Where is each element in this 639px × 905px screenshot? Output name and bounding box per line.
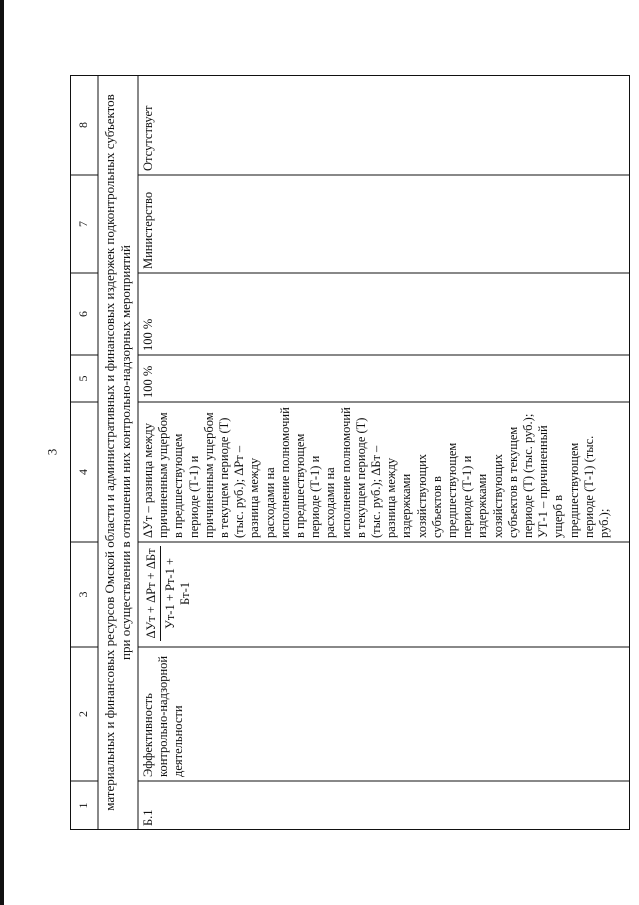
note: Отсутствует	[141, 105, 155, 171]
column-number-4: 4	[76, 469, 91, 475]
column-number-1: 1	[76, 802, 91, 809]
column-number-6: 6	[76, 311, 91, 317]
column-number-8: 8	[76, 122, 91, 128]
formula-numerator: ΔУт + ΔРт + ΔБт	[144, 546, 161, 641]
section-title: материальных и финансовых ресурсов Омской области и административных и финансовых издержек подконтрольных субъектов при осуществлении в отношении них контрольно-надзорных мероприятий	[102, 94, 133, 811]
indicator-formula	[138, 542, 630, 647]
formula-denominator: Ут-1 + Рт-1 + Бт-1	[163, 557, 193, 630]
indicator-table	[70, 75, 630, 830]
page-number: 3	[44, 448, 60, 456]
indicator-name: Эффективность контрольно-надзорной деятельности	[141, 655, 186, 777]
row-code: Б.1	[141, 809, 155, 826]
column-number-3: 3	[76, 591, 91, 598]
column-number-2: 2	[76, 711, 91, 717]
responsible-body: Министерство	[141, 191, 155, 269]
formula-fraction	[144, 546, 194, 641]
value-column-6: 100 %	[141, 318, 155, 351]
column-number-5: 5	[76, 375, 91, 382]
formula-description: ΔУт – разница между причиненным ущербом в предшествующем периоде (Т-1) и причиненным ущербом в текущем периоде (Т) (тыс. руб.); ΔРт – разница между расходами на исполнение полномочий в предшествующем периоде (Т-1) и расходами на исполнение полномочий в текущем периоде (Т) (тыс. руб.); ΔБт – разница между издержками хозяйствующих субъектов в предшествующем периоде (Т-1) и издержками хозяйствующих субъектов в текущем периоде (Т) (тыс. руб.); УТ-1 – причиненный ущерб в предшествующем периоде (Т-1) (тыс. руб.);	[141, 407, 612, 538]
value-column-5: 100 %	[141, 365, 155, 398]
page-left-edge	[0, 0, 4, 905]
column-number-7: 7	[76, 221, 91, 227]
